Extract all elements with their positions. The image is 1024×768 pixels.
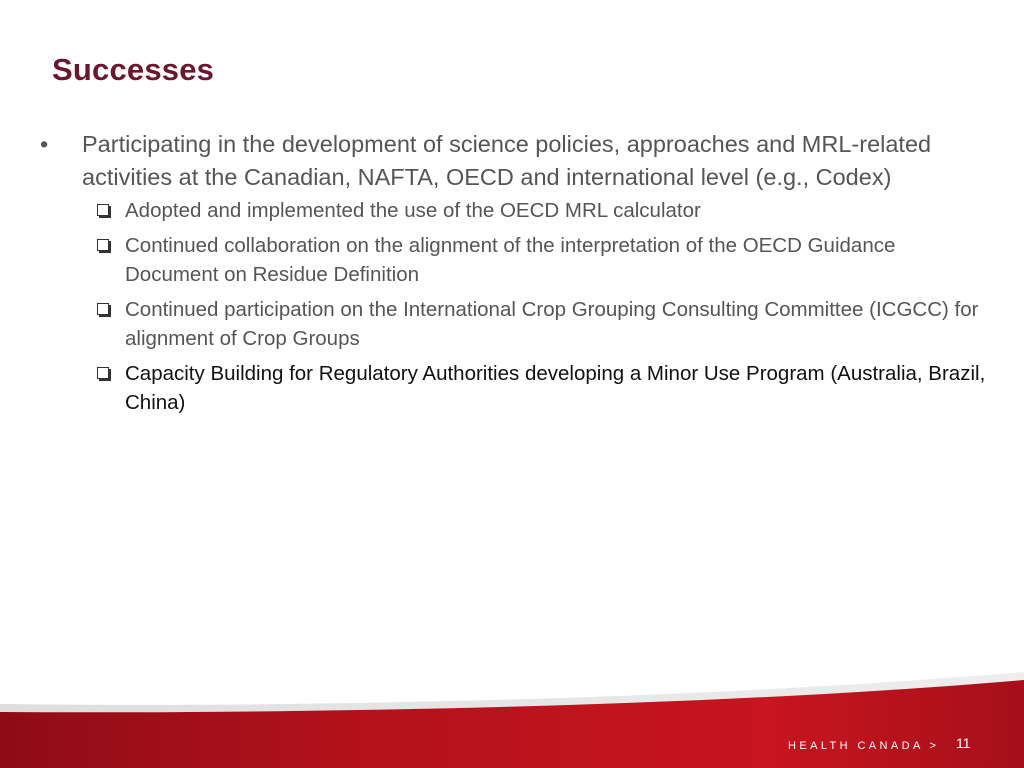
sub-bullet-text: Capacity Building for Regulatory Authorities developing a Minor Use Program (Australia, Brazil, China) (125, 362, 986, 414)
sub-bullet-list (40, 196, 990, 417)
checkbox-icon (97, 367, 109, 379)
slide-content (40, 128, 990, 423)
footer-brand: HEALTH CANADA > (788, 740, 940, 752)
sub-bullet-text: Continued collaboration on the alignment of the interpretation of the OECD Guidance Document on Residue Definition (125, 234, 896, 286)
sub-bullet-item (96, 196, 990, 225)
page-number: 11 (956, 735, 971, 751)
bullet-text: Participating in the development of science policies, approaches and MRL-related activities at the Canadian, NAFTA, OECD and international level (e.g., Codex) (82, 131, 932, 190)
sub-bullet-item (96, 359, 990, 417)
checkbox-icon (97, 239, 109, 251)
checkbox-icon (97, 303, 109, 315)
bullet-dot-icon: • (40, 131, 49, 157)
footer-red-wave (0, 680, 1024, 768)
sub-bullet-text: Continued participation on the International Crop Grouping Consulting Committee (ICGCC) for alignment of Crop Groups (125, 298, 979, 350)
sub-bullet-text: Adopted and implemented the use of the OECD MRL calculator (125, 199, 701, 222)
sub-bullet-item (96, 231, 990, 289)
footer-band (0, 668, 1024, 768)
sub-bullet-item (96, 295, 990, 353)
checkbox-icon (97, 204, 109, 216)
slide-title: Successes (52, 52, 215, 87)
bullet-item (40, 128, 990, 193)
